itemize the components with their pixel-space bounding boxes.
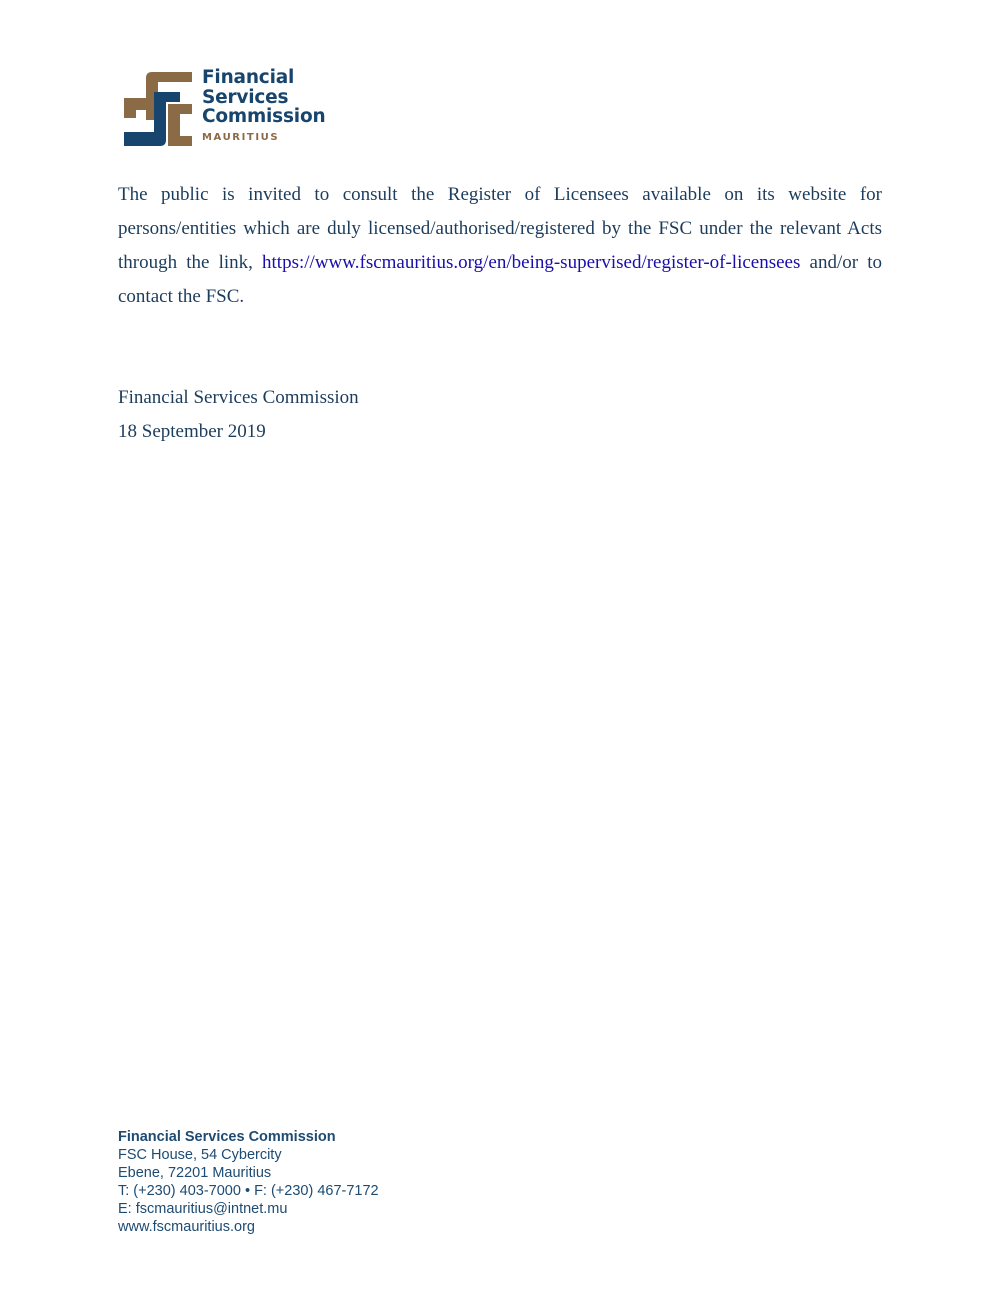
logo-line-1: Financial: [202, 67, 295, 88]
footer: [118, 1128, 379, 1236]
body-paragraph: [118, 178, 882, 314]
register-of-licensees-link[interactable]: https://www.fscmauritius.org/en/being-supervised/register-of-licensees: [262, 252, 801, 273]
logo-line-3: Commission: [202, 106, 326, 127]
logo-line-2: Services: [202, 86, 289, 108]
footer-website: www.fscmauritius.org: [118, 1219, 255, 1235]
fsc-logo-mark-icon: [124, 70, 194, 146]
footer-phone: T: (+230) 403-7000 • F: (+230) 467-7172: [118, 1183, 379, 1199]
logo-subline: MAURITIUS: [202, 131, 280, 143]
signature-block: [118, 381, 359, 449]
body-text-before-link: The public is invited to consult the Register of Licensees available on its website for persons/entities which are duly licensed/authorised/registered by the FSC under the relevant Acts through the link,: [118, 184, 882, 273]
fsc-logo: [124, 68, 354, 150]
signature-org: Financial Services Commission: [118, 387, 359, 408]
body-text-after-link: and/or to contact the FSC.: [118, 252, 882, 307]
footer-email: E: fscmauritius@intnet.mu: [118, 1201, 288, 1217]
logo-wordmark: [202, 68, 325, 144]
footer-org: Financial Services Commission: [118, 1129, 336, 1145]
footer-address-line-2: Ebene, 72201 Mauritius: [118, 1165, 272, 1181]
footer-address-line-1: FSC House, 54 Cybercity: [118, 1147, 282, 1163]
signature-date: 18 September 2019: [118, 421, 266, 442]
